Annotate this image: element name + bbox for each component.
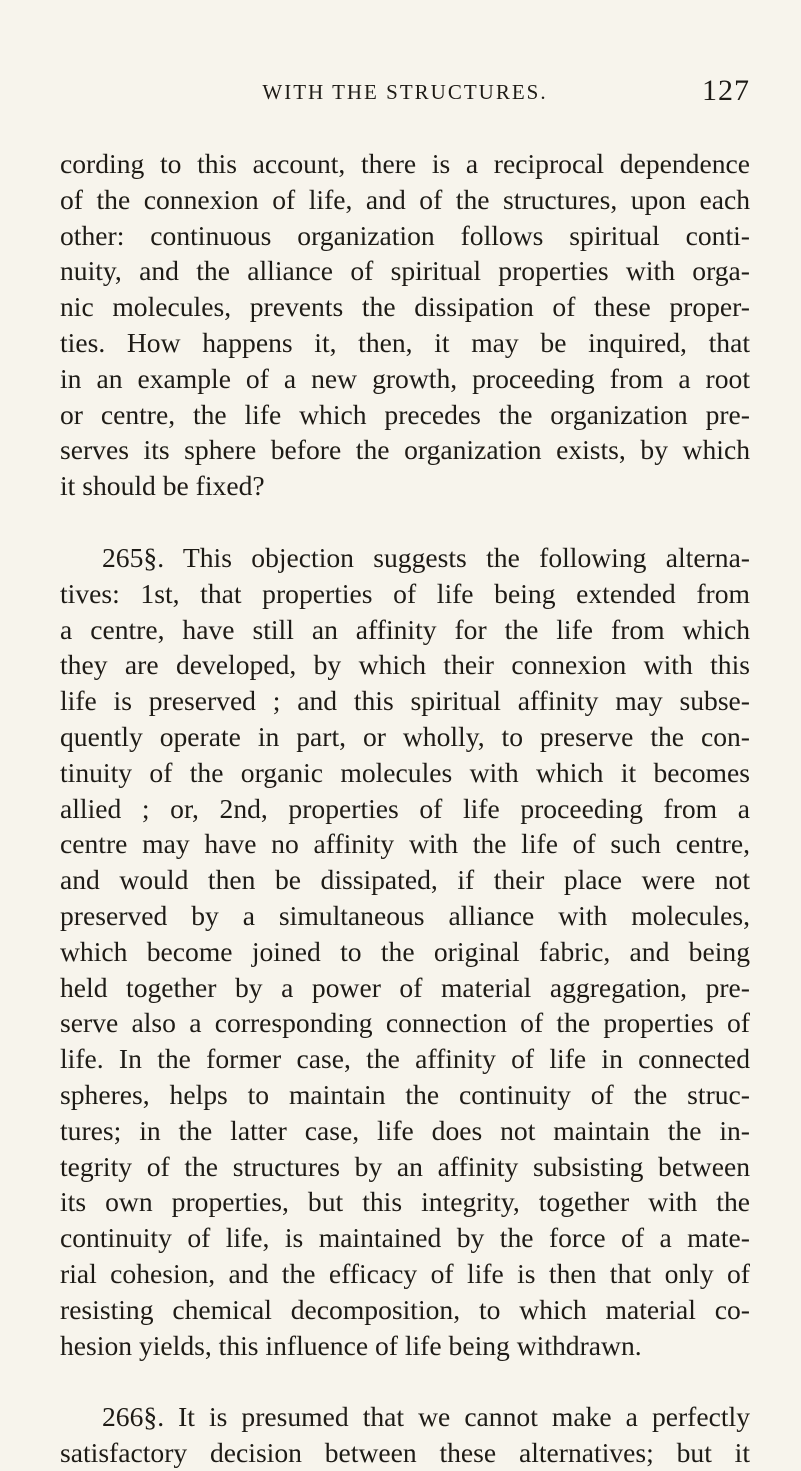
paragraph-1 [60,146,750,504]
text-line: held together by a power of material aggregation, pre- [60,971,750,1003]
paragraph-265 [60,540,750,1363]
text-line: a centre, have still an affinity for the life from which [60,613,750,645]
paragraph-266 [60,1399,750,1471]
page-number: 127 [702,74,750,107]
text-line: tinuity of the organic molecules with which it becomes [60,756,750,788]
text-line: of the connexion of life, and of the structures, upon each [60,183,750,215]
text-line: serve also a corresponding connection of the properties of [60,1007,750,1039]
text-line: allied ; or, 2nd, properties of life proceeding from a [60,792,750,824]
text-line: which become joined to the original fabric, and being [60,935,750,967]
text-line: preserved by a simultaneous alliance with molecules, [60,899,750,931]
text-line: hesion yields, this influence of life being withdrawn. [60,1329,642,1361]
text-line: 266§. It is presumed that we cannot make a perfectly [102,1401,750,1433]
page-header [60,74,750,114]
text-line: tegrity of the structures by an affinity subsisting between [60,1150,750,1182]
text-line: centre may have no affinity with the life of such centre, [60,828,750,860]
text-line: in an example of a new growth, proceeding from a root [60,362,750,394]
text-line: ties. How happens it, then, it may be inquired, that [60,326,750,358]
text-line: other: continuous organization follows spiritual conti- [60,219,750,251]
text-line: rial cohesion, and the efficacy of life is then that only of [60,1257,750,1289]
text-line: spheres, helps to maintain the continuity of the struc- [60,1078,750,1110]
text-line: its own properties, but this integrity, together with the [60,1186,750,1218]
text-line: or centre, the life which precedes the organization pre- [60,398,750,430]
text-line: 265§. This objection suggests the following alterna- [102,541,750,573]
text-line: life is preserved ; and this spiritual affinity may subse- [60,685,750,717]
text-line: life. In the former case, the affinity of life in connected [60,1043,750,1075]
text-line: cording to this account, there is a reciprocal dependence [60,148,750,179]
text-line: continuity of life, is maintained by the force of a mate- [60,1222,750,1254]
text-line: tures; in the latter case, life does not maintain the in- [60,1114,750,1146]
text-line: tives: 1st, that properties of life being extended from [60,577,750,609]
text-line: they are developed, by which their connexion with this [60,649,750,681]
running-head: WITH THE STRUCTURES. [262,80,548,104]
text-line: it should be fixed? [60,470,265,502]
text-line: nuity, and the alliance of spiritual properties with orga- [60,255,750,287]
text-line: and would then be dissipated, if their place were not [60,864,750,896]
text-line: nic molecules, prevents the dissipation of these proper- [60,291,750,323]
text-line: quently operate in part, or wholly, to preserve the con- [60,720,750,752]
body-text [60,146,750,1471]
text-line: resisting chemical decomposition, to which material co- [60,1293,750,1325]
text-line: serves its sphere before the organization exists, by which [60,434,750,466]
text-line: satisfactory decision between these alternatives; but it [60,1437,750,1469]
